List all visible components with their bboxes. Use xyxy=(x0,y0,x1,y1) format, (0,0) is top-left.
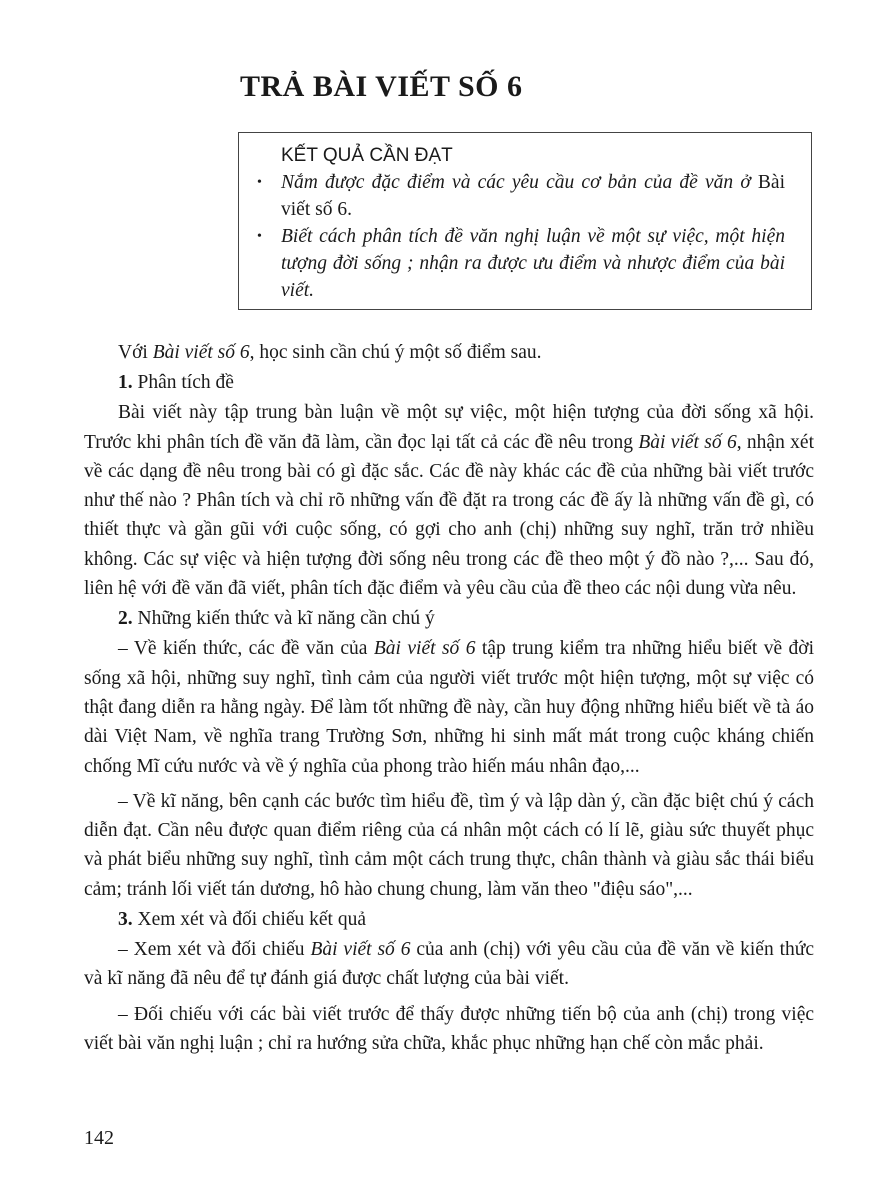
section-2-knowledge-paragraph: – Về kiến thức, các đề văn của Bài viết số 6 tập trung kiểm tra những hiểu biết về đời sống xã hội, những suy nghĩ, tình cảm của người viết trước một hiện tượng, một sự việc có thật đang diễn ra hằng ngày. Để làm tốt những đề này, cần huy động những hiểu biết về tà áo dài Việt Nam, về nghĩa trang Trường Sơn, những hi sinh mất mát trong cuộc kháng chiến chống Mĩ cứu nước và về ý nghĩa của phong trào hiến máu nhân đạo,... xyxy=(84,638,814,777)
section-1-heading: 1. Phân tích đề xyxy=(118,372,234,394)
goal-item-2 xyxy=(257,223,785,304)
section-1-paragraph: Bài viết này tập trung bàn luận về một sự việc, một hiện tượng của đời sống xã hội. Trước khi phân tích đề văn đã làm, cần đọc lại tất cả các đề nêu trong Bài viết số 6, nhận xét về các dạng đề nêu trong bài có gì đặc sắc. Các đề này khác các đề của những bài viết trước như thế nào ? Phân tích và chỉ rõ những vấn đề đặt ra trong các đề ấy là những vấn đề gì, có thiết thực và gần gũi với cuộc sống, có gợi cho anh (chị) những suy nghĩ, trăn trở nhiều không. Các sự việc và hiện tượng đời sống nêu trong các đề theo một ý đồ nào ?,... Sau đó, liên hệ với đề văn đã viết, phân tích đặc điểm và yêu cầu của đề theo các nội dung vừa nêu. xyxy=(84,402,815,600)
bullet-icon: • xyxy=(257,229,262,244)
main-content xyxy=(84,338,814,1058)
goal-item-1-reference: Bài viết số 6. xyxy=(281,172,786,220)
intro-paragraph: Với Bài viết số 6, học sinh cần chú ý một số điểm sau. xyxy=(118,342,542,363)
section-3-review-paragraph: – Xem xét và đối chiếu Bài viết số 6 của anh (chị) với yêu cầu của đề văn về kiến thức và kĩ năng đã nêu để tự đánh giá được chất lượng của bài viết. xyxy=(84,939,814,990)
section-2-heading: 2. Những kiến thức và kĩ năng cần chú ý xyxy=(118,608,435,630)
bullet-icon: • xyxy=(257,175,262,190)
learning-goals-box xyxy=(238,132,812,310)
goal-item-2-text: Biết cách phân tích đề văn nghị luận về một sự việc, một hiện tượng đời sống ; nhận ra được ưu điểm và nhược điểm của bài viết. xyxy=(281,226,785,301)
section-3-compare-paragraph: – Đối chiếu với các bài viết trước để thấy được những tiến bộ của anh (chị) trong việc viết bài văn nghị luận ; chỉ ra hướng sửa chữa, khắc phục những hạn chế còn mắc phải. xyxy=(84,1003,814,1054)
goal-item-1 xyxy=(257,169,785,223)
page-number: 142 xyxy=(84,1127,114,1149)
section-2-skills-paragraph: – Về kĩ năng, bên cạnh các bước tìm hiểu đề, tìm ý và lập dàn ý, cần đặc biệt chú ý cách diễn đạt. Cần nêu được quan điểm riêng của cá nhân một cách có lí lẽ, giàu sức thuyết phục và phát biểu những suy nghĩ, tình cảm một cách trung thực, chân thành và giàu sắc thái biểu cảm; tránh lối viết tán dương, hô hào chung chung, làm văn theo "điệu sáo",... xyxy=(84,790,814,900)
section-3-heading: 3. Xem xét và đối chiếu kết quả xyxy=(118,909,367,931)
goal-item-1-text: Nắm được đặc điểm và các yêu cầu cơ bản của đề văn ở xyxy=(281,172,751,193)
page-title: TRẢ BÀI VIẾT SỐ 6 xyxy=(240,70,523,103)
goals-heading: KẾT QUẢ CẦN ĐẠT xyxy=(281,145,453,166)
